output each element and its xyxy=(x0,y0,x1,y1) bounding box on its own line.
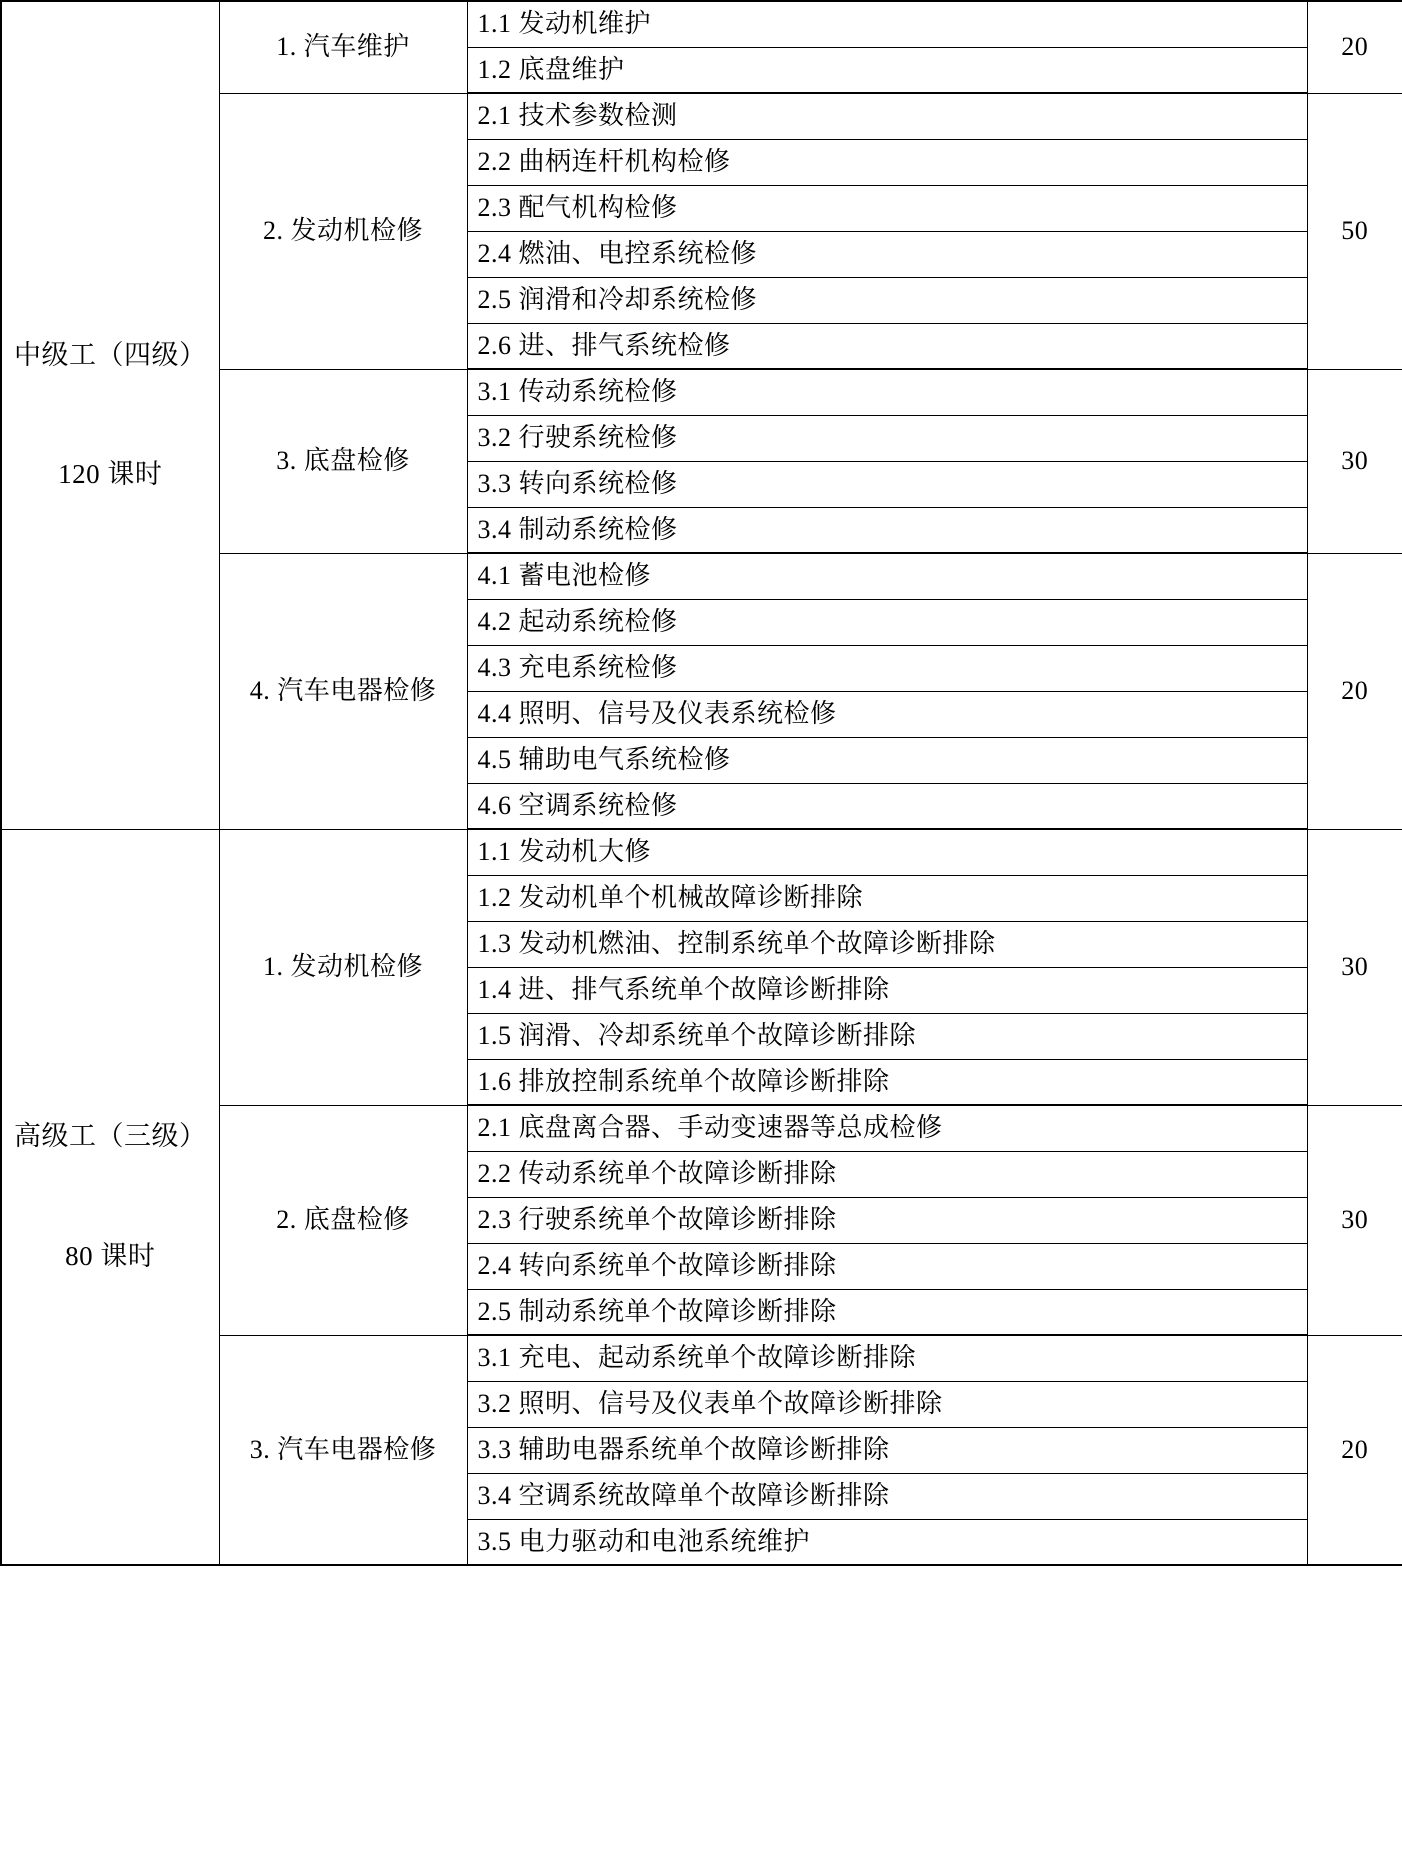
topic-cell: 1.1 发动机维护 xyxy=(467,1,1307,47)
topic-cell: 1.4 进、排气系统单个故障诊断排除 xyxy=(467,967,1307,1013)
topic-cell: 2.2 曲柄连杆机构检修 xyxy=(467,139,1307,185)
topic-cell: 2.4 燃油、电控系统检修 xyxy=(467,231,1307,277)
level-name: 中级工（四级） xyxy=(14,339,207,370)
topic-cell: 2.1 技术参数检测 xyxy=(467,93,1307,139)
topic-cell: 3.5 电力驱动和电池系统维护 xyxy=(467,1519,1307,1565)
level-cell xyxy=(1,1,219,829)
module-title-cell: 3. 底盘检修 xyxy=(219,369,467,553)
topic-cell: 2.2 传动系统单个故障诊断排除 xyxy=(467,1151,1307,1197)
module-hours-cell: 20 xyxy=(1307,1335,1402,1565)
topic-cell: 1.6 排放控制系统单个故障诊断排除 xyxy=(467,1059,1307,1105)
table-row xyxy=(1,1,1402,47)
topic-cell: 4.1 蓄电池检修 xyxy=(467,553,1307,599)
topic-cell: 1.3 发动机燃油、控制系统单个故障诊断排除 xyxy=(467,921,1307,967)
topic-cell: 2.6 进、排气系统检修 xyxy=(467,323,1307,369)
topic-cell: 4.6 空调系统检修 xyxy=(467,783,1307,829)
level-total-hours: 120 课时 xyxy=(58,459,163,490)
topic-cell: 1.2 发动机单个机械故障诊断排除 xyxy=(467,875,1307,921)
topic-cell: 1.2 底盘维护 xyxy=(467,47,1307,93)
module-title-cell: 3. 汽车电器检修 xyxy=(219,1335,467,1565)
module-hours-cell: 50 xyxy=(1307,93,1402,369)
topic-cell: 2.3 配气机构检修 xyxy=(467,185,1307,231)
topic-cell: 1.5 润滑、冷却系统单个故障诊断排除 xyxy=(467,1013,1307,1059)
topic-cell: 2.4 转向系统单个故障诊断排除 xyxy=(467,1243,1307,1289)
module-title-cell: 1. 汽车维护 xyxy=(219,1,467,93)
module-title-cell: 2. 发动机检修 xyxy=(219,93,467,369)
module-hours-cell: 20 xyxy=(1307,553,1402,829)
topic-cell: 3.1 传动系统检修 xyxy=(467,369,1307,415)
topic-cell: 4.2 起动系统检修 xyxy=(467,599,1307,645)
module-title-cell: 1. 发动机检修 xyxy=(219,829,467,1105)
topic-cell: 3.3 辅助电器系统单个故障诊断排除 xyxy=(467,1427,1307,1473)
topic-cell: 2.5 润滑和冷却系统检修 xyxy=(467,277,1307,323)
module-title-cell: 4. 汽车电器检修 xyxy=(219,553,467,829)
level-cell xyxy=(1,829,219,1565)
topic-cell: 1.1 发动机大修 xyxy=(467,829,1307,875)
module-hours-cell: 20 xyxy=(1307,1,1402,93)
module-title-cell: 2. 底盘检修 xyxy=(219,1105,467,1335)
topic-cell: 4.5 辅助电气系统检修 xyxy=(467,737,1307,783)
level-total-hours: 80 课时 xyxy=(65,1240,156,1271)
module-hours-cell: 30 xyxy=(1307,369,1402,553)
topic-cell: 2.3 行驶系统单个故障诊断排除 xyxy=(467,1197,1307,1243)
module-hours-cell: 30 xyxy=(1307,829,1402,1105)
level-name: 高级工（三级） xyxy=(14,1121,207,1151)
topic-cell: 4.4 照明、信号及仪表系统检修 xyxy=(467,691,1307,737)
topic-cell: 3.1 充电、起动系统单个故障诊断排除 xyxy=(467,1335,1307,1381)
topic-cell: 3.3 转向系统检修 xyxy=(467,461,1307,507)
table-row xyxy=(1,829,1402,875)
topic-cell: 4.3 充电系统检修 xyxy=(467,645,1307,691)
topic-cell: 3.4 空调系统故障单个故障诊断排除 xyxy=(467,1473,1307,1519)
topic-cell: 3.2 照明、信号及仪表单个故障诊断排除 xyxy=(467,1381,1307,1427)
module-hours-cell: 30 xyxy=(1307,1105,1402,1335)
topic-cell: 2.1 底盘离合器、手动变速器等总成检修 xyxy=(467,1105,1307,1151)
topic-cell: 3.2 行驶系统检修 xyxy=(467,415,1307,461)
topic-cell: 3.4 制动系统检修 xyxy=(467,507,1307,553)
topic-cell: 2.5 制动系统单个故障诊断排除 xyxy=(467,1289,1307,1335)
